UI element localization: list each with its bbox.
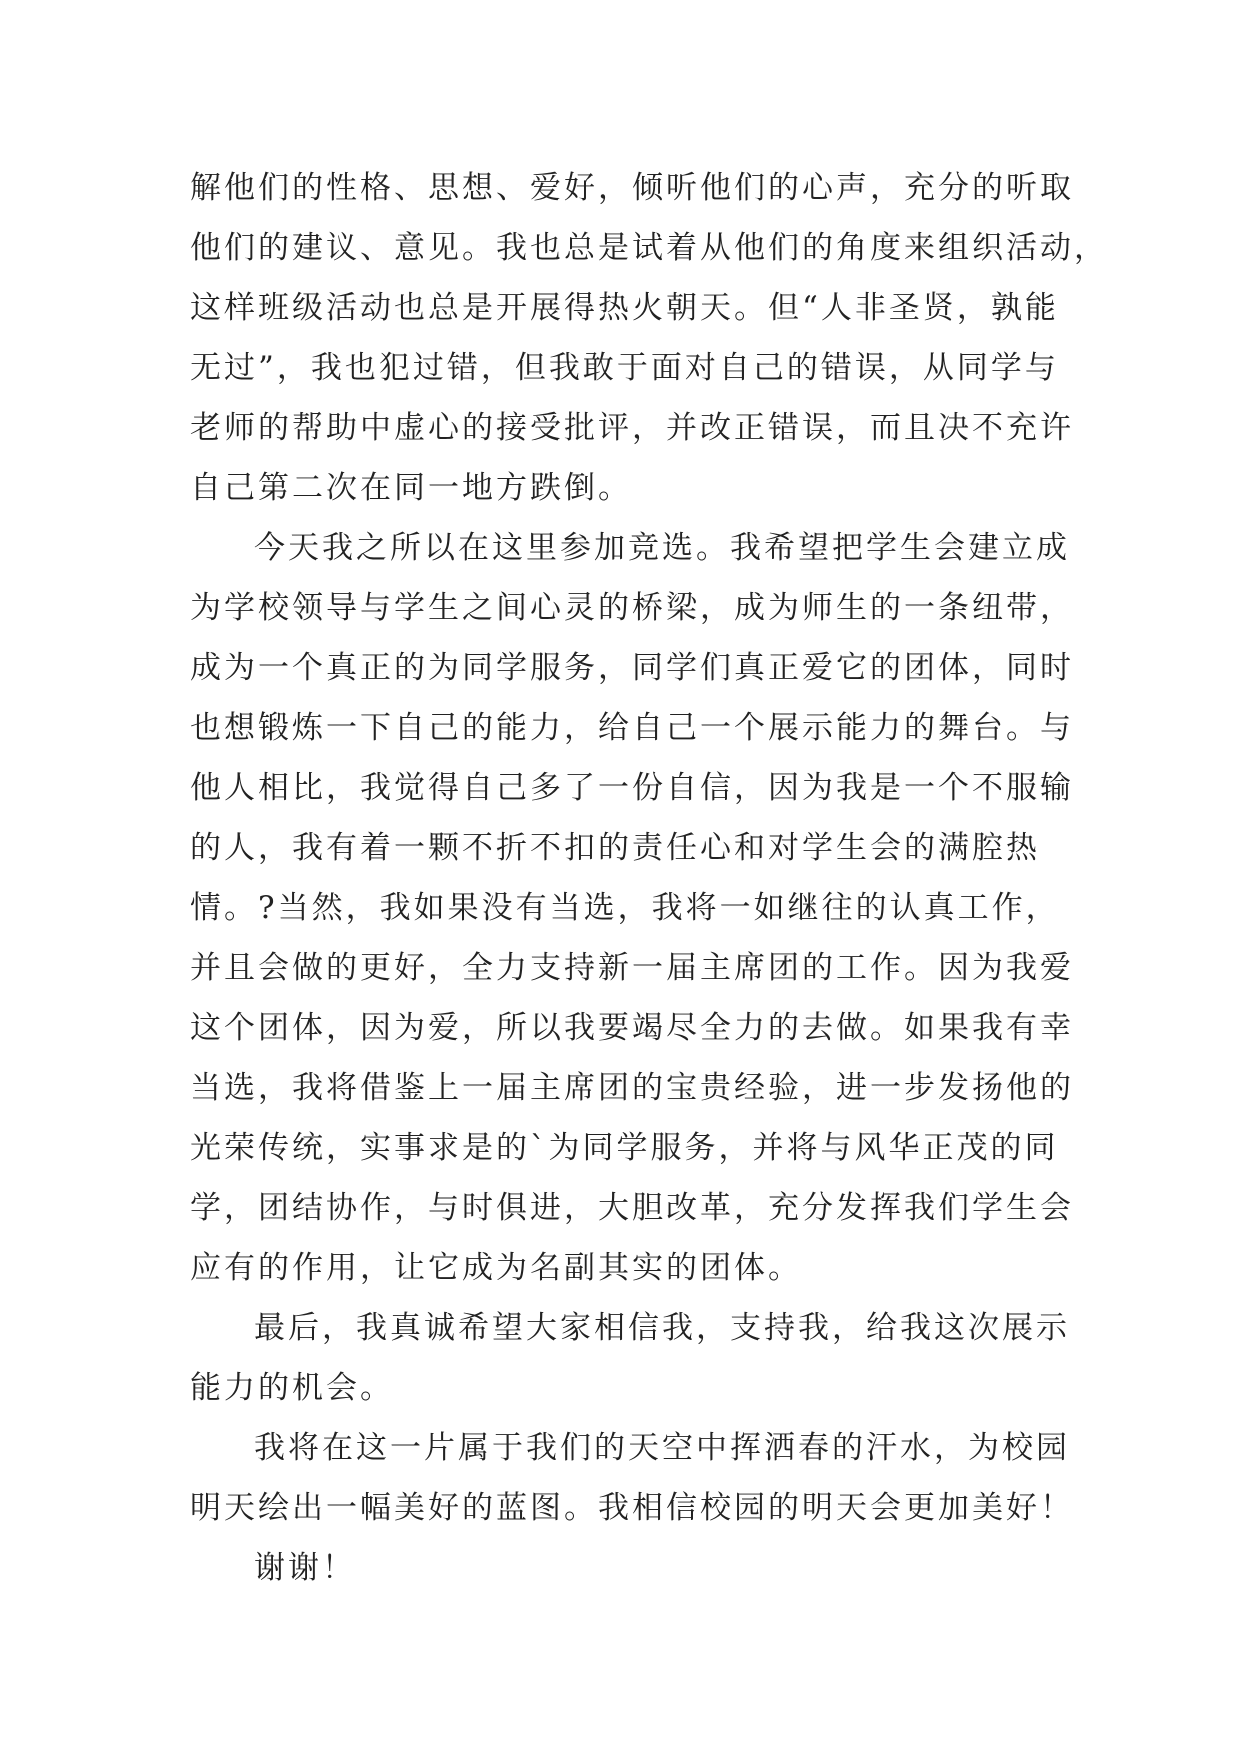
- text-line: 学，团结协作，与时俱进，大胆改革，充分发挥我们学生会: [190, 1190, 1074, 1226]
- text-line: 他人相比，我觉得自己多了一份自信，因为我是一个不服输: [190, 770, 1074, 806]
- text-line: 应有的作用，让它成为名副其实的团体。: [190, 1250, 802, 1286]
- text-line: 为学校领导与学生之间心灵的桥梁，成为师生的一条纽带，: [190, 590, 1074, 626]
- text-line: 并且会做的更好，全力支持新一届主席团的工作。因为我爱: [190, 950, 1074, 986]
- text-line: 他们的建议、意见。我也总是试着从他们的角度来组织活动，: [190, 230, 1108, 266]
- text-line: 光荣传统，实事求是的`为同学服务，并将与风华正茂的同: [190, 1130, 1059, 1166]
- paragraph-first-line: 最后，我真诚希望大家相信我，支持我，给我这次展示: [254, 1310, 1070, 1346]
- text-line: 当选，我将借鉴上一届主席团的宝贵经验，进一步发扬他的: [190, 1070, 1074, 1106]
- text-line: 能力的机会。: [190, 1370, 394, 1406]
- text-line: 这个团体，因为爱，所以我要竭尽全力的去做。如果我有幸: [190, 1010, 1074, 1046]
- text-line: 老师的帮助中虚心的接受批评，并改正错误，而且决不充许: [190, 410, 1074, 446]
- text-line: 明天绘出一幅美好的蓝图。我相信校园的明天会更加美好！: [190, 1490, 1074, 1526]
- paragraph-first-line: 我将在这一片属于我们的天空中挥洒春的汗水，为校园: [254, 1430, 1070, 1466]
- text-line: 自己第二次在同一地方跌倒。: [190, 470, 632, 506]
- text-line: 无过”，我也犯过错，但我敢于面对自己的错误，从同学与: [190, 350, 1059, 386]
- text-line: 的人，我有着一颗不折不扣的责任心和对学生会的满腔热: [190, 830, 1040, 866]
- text-line: 也想锻炼一下自己的能力，给自己一个展示能力的舞台。与: [190, 710, 1074, 746]
- speech-body: [190, 158, 1108, 1598]
- text-line: 这样班级活动也总是开展得热火朝天。但“人非圣贤，孰能: [190, 290, 1059, 326]
- paragraph-first-line: 今天我之所以在这里参加竞选。我希望把学生会建立成: [254, 530, 1070, 566]
- text-line: 情。?当然，我如果没有当选，我将一如继往的认真工作，: [190, 890, 1060, 926]
- text-line: 解他们的性格、思想、爱好，倾听他们的心声，充分的听取: [190, 170, 1074, 206]
- text-line: 成为一个真正的为同学服务，同学们真正爱它的团体，同时: [190, 650, 1074, 686]
- closing-thanks: 谢谢！: [254, 1550, 356, 1586]
